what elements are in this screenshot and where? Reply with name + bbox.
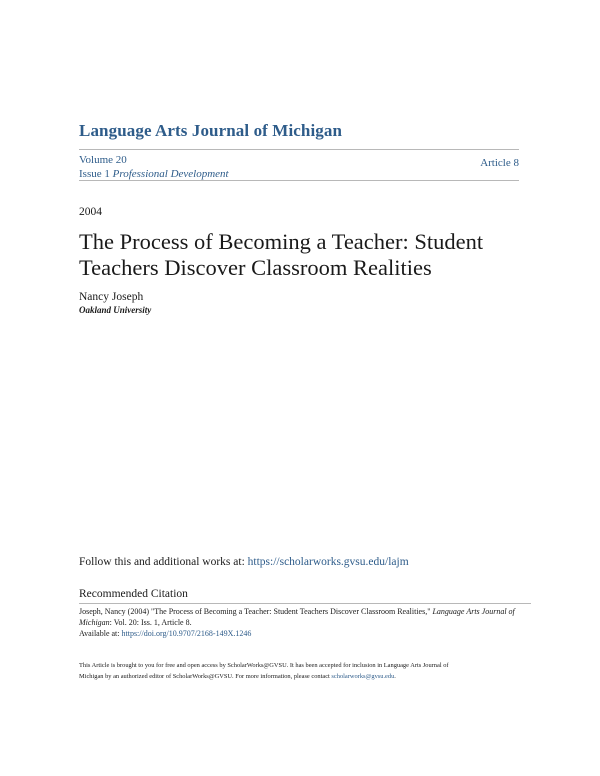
journal-title-link[interactable]: Language Arts Journal of Michigan bbox=[79, 121, 343, 140]
issue-topic: Professional Development bbox=[112, 168, 229, 180]
citation-heading: Recommended Citation bbox=[79, 588, 188, 600]
publication-year: 2004 bbox=[79, 206, 102, 218]
issue-link[interactable] bbox=[79, 167, 229, 181]
article-number-link[interactable]: Article 8 bbox=[480, 157, 519, 169]
citation-line-3: Available at: https://doi.org/10.9707/2168-149X.1246 bbox=[79, 629, 252, 638]
citation-journal-cont: Michigan bbox=[79, 618, 110, 627]
header-divider-top bbox=[79, 149, 519, 150]
doi-link[interactable]: https://doi.org/10.9707/2168-149X.1246 bbox=[121, 629, 252, 638]
header-divider-bottom bbox=[79, 180, 519, 181]
citation-journal: Language Arts Journal of bbox=[432, 607, 515, 616]
citation-block bbox=[79, 606, 534, 639]
volume-link[interactable]: Volume 20 bbox=[79, 154, 127, 166]
contact-email-link[interactable]: scholarworks@gvsu.edu bbox=[331, 673, 395, 680]
citation-line-2: Michigan: Vol. 20: Iss. 1, Article 8. bbox=[79, 618, 192, 627]
citation-line-1: Joseph, Nancy (2004) "The Process of Becoming a Teacher: Student Teachers Discover Classroom Realities," Language Arts Journal of bbox=[79, 607, 515, 616]
access-notice bbox=[79, 660, 534, 682]
article-title: The Process of Becoming a Teacher: Student Teachers Discover Classroom Realities bbox=[79, 229, 484, 280]
notice-line-1: This Article is brought to you for free and open access by ScholarWorks@GVSU. It has been accepted for inclusion in Language Arts Journal of bbox=[79, 662, 449, 669]
issue-info bbox=[79, 153, 229, 181]
notice-line-2: Michigan by an authorized editor of ScholarWorks@GVSU. For more information, please contact scholarworks@gvsu.edu. bbox=[79, 673, 396, 680]
follow-text: Follow this and additional works at: bbox=[79, 556, 248, 568]
issue-number: Issue 1 bbox=[79, 168, 110, 180]
author-affiliation: Oakland University bbox=[79, 305, 152, 315]
author-name: Nancy Joseph bbox=[79, 291, 144, 303]
citation-divider bbox=[79, 603, 531, 604]
follow-line bbox=[79, 556, 409, 568]
collection-link[interactable]: https://scholarworks.gvsu.edu/lajm bbox=[247, 556, 409, 568]
